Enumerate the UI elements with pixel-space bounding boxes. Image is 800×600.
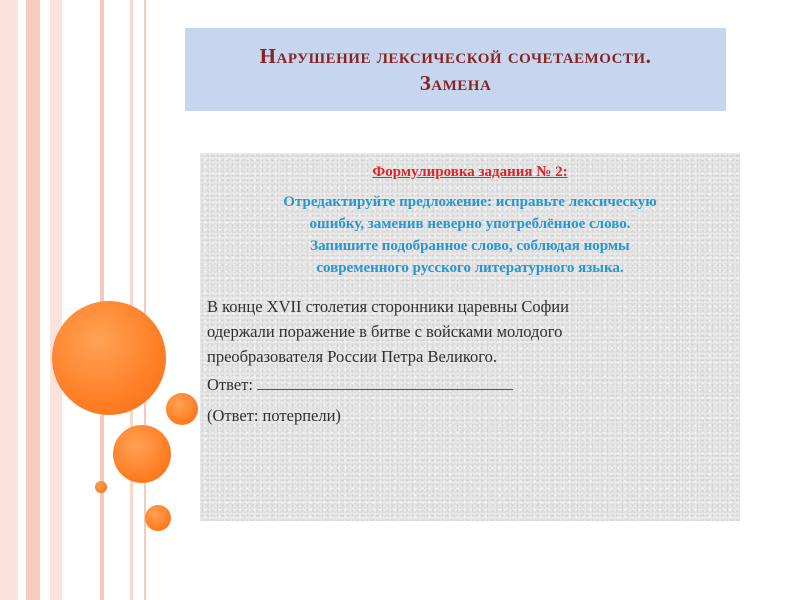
decorative-stripes — [0, 0, 160, 600]
title-line-2: Замена — [419, 70, 492, 95]
slide-title — [185, 28, 726, 111]
title-line-1: Нарушение лексической сочетаемости. — [259, 43, 652, 68]
task-sentence — [207, 294, 732, 369]
answer-key: (Ответ: потерпели) — [207, 406, 341, 425]
decorative-circle-tiny — [95, 481, 107, 493]
decorative-circle-small — [145, 505, 171, 531]
task-header-text: Формулировка задания № 2: — [372, 164, 568, 180]
decorative-circle-large — [52, 301, 166, 415]
sentence-line: преобразователя России Петра Великого. — [207, 347, 498, 366]
instruction-line: ошибку, заменив неверно употреблённое слово. — [309, 216, 631, 232]
answer-label: Ответ: — [207, 375, 253, 394]
decorative-circle-small — [166, 393, 198, 425]
task-header — [200, 162, 740, 182]
instruction-line: Отредактируйте предложение: исправьте лексическую — [283, 194, 657, 210]
answer-blank-line — [257, 373, 513, 390]
sentence-line: одержали поражение в битве с войсками молодого — [207, 322, 563, 341]
task-instruction — [212, 191, 728, 279]
instruction-line: Запишите подобранное слово, соблюдая нормы — [310, 238, 630, 254]
sentence-line: В конце XVII столетия сторонники царевны Софии — [207, 297, 569, 316]
task-content-box — [200, 153, 740, 521]
answer-row — [207, 372, 513, 397]
decorative-circle-medium — [113, 425, 171, 483]
instruction-line: современного русского литературного языка. — [316, 260, 624, 276]
